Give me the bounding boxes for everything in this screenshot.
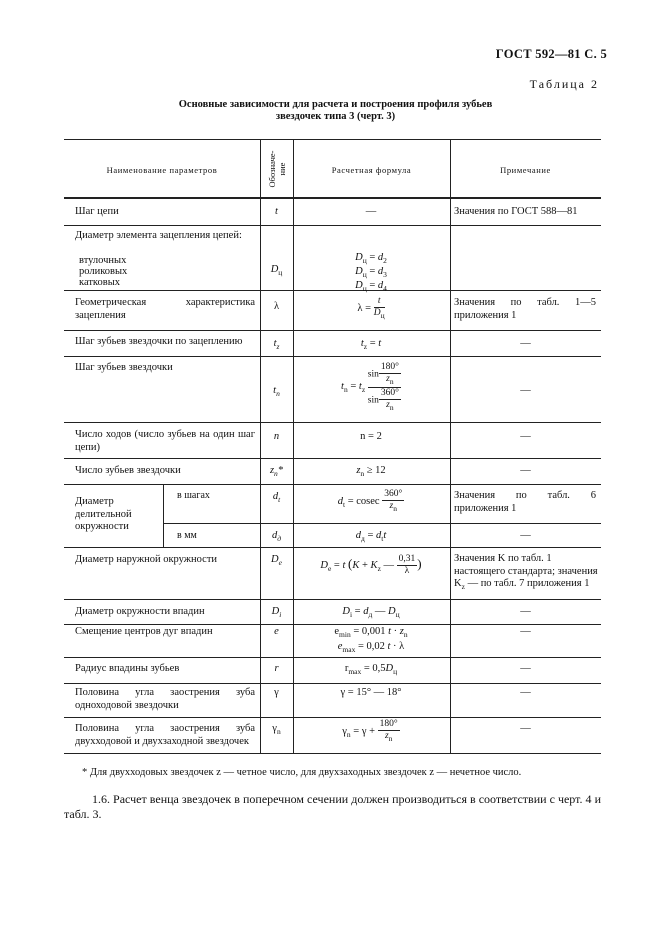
row-half-angle-double-note: —: [520, 723, 531, 734]
table-caption: [0, 99, 661, 123]
row-starts-note: —: [520, 431, 531, 442]
caption-line-1: Основные зависимости для расчета и построения профиля зубьев: [178, 99, 493, 110]
paragraph-1-6: 1.6. Расчет венца звездочек в поперечном сечении должен производиться в соответствии с черт. 4 и табл. 3.: [64, 792, 601, 821]
row-element-diameter-formula: $D_ц = d_2$ $D_ц = d_3$ $D_ц = d_4$: [355, 252, 387, 294]
row-half-angle-single-note: —: [520, 687, 531, 698]
row-teeth-note: —: [520, 465, 531, 476]
row-offset-formula: $e_{min} = 0,001$ $t \cdot z_n$ $e_{max} = 0,02$ t · λ: [334, 626, 408, 655]
row-half-angle-single-symbol: γ: [274, 687, 279, 698]
column-header-name: Наименование параметров: [106, 165, 218, 175]
row-pitch-symbol: $t_n$: [273, 385, 280, 399]
row-offset-note: —: [520, 626, 531, 637]
row-root-diameter-symbol: $D_i$: [271, 606, 282, 620]
row-pitch-circle-mm-note: —: [520, 530, 531, 541]
row-pitch-circle-steps-symbol: $d_t$: [272, 491, 281, 505]
row-radius-name: Радиус впадины зубьев: [75, 663, 180, 674]
row-root-diameter-note: —: [520, 606, 531, 617]
row-starts-symbol: n: [273, 431, 280, 442]
row-element-diameter-name: Диаметр элемента зацепления цепей:: [75, 230, 242, 241]
row-pitch-formula: $t_n = t_z$ sin $\frac{180^\circ}{z_n}$ sin $\frac{360^\circ}{z_n}$: [341, 362, 399, 412]
row-teeth-formula: $z_n \ge 12$: [356, 465, 386, 479]
row-element-diameter-subitems: втулочных роликовых катковых: [79, 255, 128, 288]
row-outer-diameter-formula: $D_e = t$ ($K + K_z$ — $\frac{0,31}{\lambda}$ ): [320, 554, 422, 576]
table-footnote: * Для двухходовых звездочек z — четное число, для двухзаходных звездочек z — нечетное число.: [82, 767, 522, 778]
column-header-formula: Расчетная формула: [331, 165, 412, 175]
row-teeth-name: Число зубьев звездочки: [75, 465, 181, 476]
row-pitch-note: —: [520, 385, 531, 396]
row-pitch-circle-sub-steps: в шагах: [177, 490, 210, 501]
column-header-note: Примечание: [500, 165, 551, 175]
row-pitch-circle-mm-symbol: $d_д$: [271, 530, 282, 544]
column-header-symbol: Обозначе- ние: [267, 150, 287, 188]
row-half-angle-single-name: Половина угла заострения зуба одноходовой звездочки: [75, 687, 255, 711]
row-radius-symbol: r: [274, 663, 279, 674]
row-geometric-characteristic-note: Значения по табл. 1—5 приложения 1: [454, 297, 596, 321]
row-offset-name: Смещение центров дуг впадин: [75, 626, 213, 637]
caption-line-2: звездочек типа 3 (черт. 3): [275, 111, 396, 122]
row-pitch-mesh-name: Шаг зубьев звездочки по зацеплению: [75, 336, 243, 347]
table-label: Таблица 2: [529, 77, 599, 91]
row-element-diameter-symbol: $D_ц$: [270, 264, 283, 278]
row-geometric-characteristic-formula: λ = $\frac{t}{D_ц}$: [357, 296, 385, 320]
row-geometric-characteristic-name: Геометрическая характеристика зацепления: [75, 297, 255, 321]
row-half-angle-single-formula: γ = 15° — 18°: [340, 687, 402, 698]
row-geometric-characteristic-symbol: λ: [273, 301, 280, 312]
row-pitch-circle-steps-note: Значения по табл. 6 приложения 1: [454, 490, 596, 514]
row-starts-name: Число ходов (число зубьев на один шаг цепи): [75, 429, 255, 453]
row-pitch-circle-steps-formula: $d_t = cosec$ $\frac{360^\circ}{z_n}$: [337, 489, 403, 513]
row-radius-note: —: [520, 663, 531, 674]
row-radius-formula: $r_{max} = 0,5D_ц$: [344, 663, 398, 677]
row-chain-pitch-formula: —: [365, 206, 377, 217]
row-half-angle-double-formula: $\gamma_n = \gamma$ + $\frac{180^\circ}{z_n}$: [342, 719, 398, 743]
row-pitch-name: Шаг зубьев звездочки: [75, 362, 173, 373]
row-outer-diameter-name: Диаметр наружной окружности: [75, 554, 218, 565]
row-pitch-circle-mm-formula: $d_д = d_tt$: [355, 530, 387, 544]
row-root-diameter-formula: $D_i = d_д$ — $D_ц$: [342, 606, 400, 620]
page-header: ГОСТ 592—81 С. 5: [495, 47, 607, 61]
row-half-angle-double-name: Половина угла заострения зуба двухходовой и двухзаходной звездочек: [75, 723, 255, 747]
row-outer-diameter-symbol: $D_e$: [271, 554, 282, 568]
row-root-diameter-name: Диаметр окружности впадин: [75, 606, 205, 617]
row-teeth-symbol: $z_n*$: [269, 465, 284, 479]
row-chain-pitch-symbol: t: [275, 206, 278, 217]
row-pitch-mesh-formula: $t_z = t$: [360, 338, 382, 352]
row-chain-pitch-name: Шаг цепи: [75, 206, 119, 217]
row-starts-formula: n = 2: [360, 431, 382, 442]
row-chain-pitch-note: Значения по ГОСТ 588—81: [454, 206, 578, 217]
parameters-table: [64, 139, 601, 753]
row-pitch-circle-name: Диаметр делительной окружности: [75, 496, 132, 532]
row-pitch-mesh-note: —: [520, 338, 531, 349]
row-pitch-circle-sub-mm: в мм: [177, 530, 197, 541]
row-pitch-mesh-symbol: $t_z$: [273, 338, 280, 352]
row-offset-symbol: e: [274, 626, 279, 637]
row-outer-diameter-note: Значения K по табл. 1 настоящего стандарта; значения $K_z$ — по табл. 7 приложения 1: [454, 553, 598, 592]
row-half-angle-double-symbol: $\gamma_n$: [272, 723, 281, 737]
